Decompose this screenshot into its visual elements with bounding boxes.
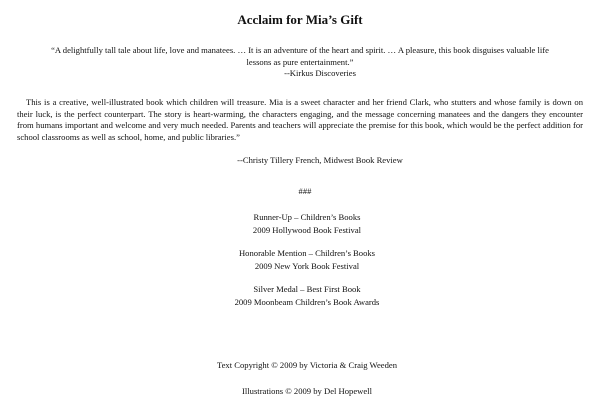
review-quote-kirkus: “A delightfully tall tale about life, love and manatees. … It is an adventure of the heart and spirit. … A pleasure, this book disguises valuable life lessons as pure entertainment.” — [51, 45, 549, 67]
page-title: Acclaim for Mia’s Gift — [237, 12, 363, 27]
review-attribution-kirkus: --Kirkus Discoveries — [284, 68, 356, 78]
text-copyright: Text Copyright © 2009 by Victoria & Craig Weeden — [216, 360, 398, 370]
review-quote-midwest: This is a creative, well-illustrated book which children will treasure. Mia is a sweet character and her friend Clark, who stutters and whose family is down on their luck, is the perfect counterpart. The story is heart-warming, the characters engaging, and the message concerning manatees and the dangers they encounter from humans important and welcome and very much needed. Parents and teachers will appreciate the premise for this book, which would be the perfect addition for school classrooms as well as school, home, and public libraries.” — [17, 97, 583, 142]
section-separator: ### — [298, 186, 312, 196]
award-title: Honorable Mention – Children’s Books — [238, 248, 376, 258]
award-event: 2009 Hollywood Book Festival — [252, 224, 362, 235]
award-event: 2009 Moonbeam Children’s Book Awards — [234, 296, 380, 307]
award-title: Silver Medal – Best First Book — [253, 284, 361, 294]
award-event: 2009 New York Book Festival — [254, 260, 360, 271]
award-entry — [0, 247, 600, 272]
review-attribution-midwest: --Christy Tillery French, Midwest Book Review — [237, 155, 403, 165]
award-entry — [0, 211, 600, 236]
award-title: Runner-Up – Children’s Books — [253, 212, 361, 222]
award-entry — [0, 283, 600, 308]
illustrations-copyright: Illustrations © 2009 by Del Hopewell — [242, 386, 372, 396]
